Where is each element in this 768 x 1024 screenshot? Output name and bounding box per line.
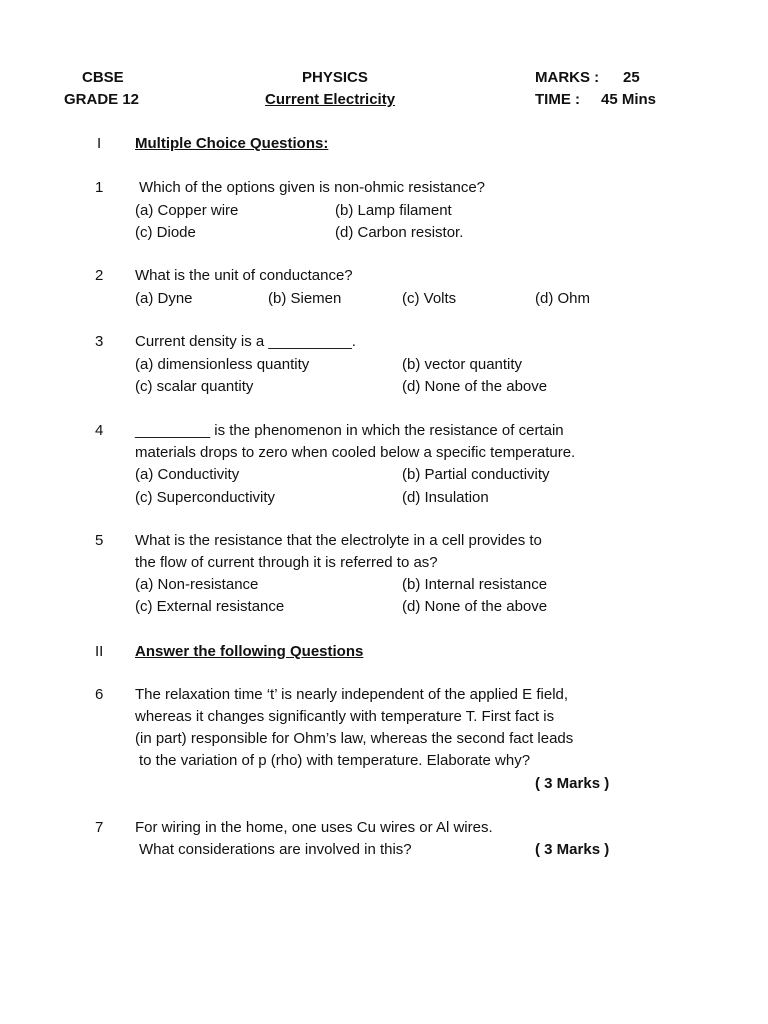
option-b: (b) vector quantity <box>402 356 523 373</box>
option-d: (d) None of the above <box>402 598 548 615</box>
option-d: (d) Carbon resistor. <box>335 224 464 241</box>
question-number: 7 <box>95 819 104 836</box>
question-text-line: whereas it changes significantly with temperature T. First fact is <box>135 708 555 725</box>
question-text-line: _________ is the phenomenon in which the resistance of certain <box>135 422 564 439</box>
question-number: 2 <box>95 267 104 284</box>
section-numeral: I <box>97 135 102 152</box>
question-text-line: (in part) responsible for Ohm’s law, whereas the second fact leads <box>135 730 574 747</box>
subject-label: PHYSICS <box>302 69 368 86</box>
question-text: What is the unit of conductance? <box>135 267 353 284</box>
option-d: (d) Insulation <box>402 489 489 506</box>
marks-label: MARKS : <box>535 69 600 86</box>
option-b: (b) Partial conductivity <box>402 466 550 483</box>
option-a: (a) Non-resistance <box>135 576 259 593</box>
option-c: (c) Diode <box>135 224 196 241</box>
marks-badge: ( 3 Marks ) <box>535 775 610 792</box>
board-label: CBSE <box>82 69 124 86</box>
question-number: 6 <box>95 686 104 703</box>
question-text-line: the flow of current through it is referred to as? <box>135 554 438 571</box>
option-d: (d) None of the above <box>402 378 548 395</box>
option-a: (a) Dyne <box>135 290 193 307</box>
question-text: Which of the options given is non-ohmic resistance? <box>139 179 486 196</box>
question-text-line: What considerations are involved in this? <box>139 841 412 858</box>
section-title: Multiple Choice Questions: <box>135 135 329 152</box>
option-b: (b) Lamp filament <box>335 202 452 219</box>
question-number: 5 <box>95 532 104 549</box>
section-numeral: II <box>95 643 104 660</box>
option-c: (c) Volts <box>402 290 457 307</box>
option-b: (b) Internal resistance <box>402 576 548 593</box>
option-c: (c) Superconductivity <box>135 489 276 506</box>
section-title: Answer the following Questions <box>135 643 364 660</box>
time-value: 45 Mins <box>601 91 657 108</box>
question-text-line: materials drops to zero when cooled below a specific temperature. <box>135 444 576 461</box>
question-text-line: What is the resistance that the electrolyte in a cell provides to <box>135 532 542 549</box>
question-number: 3 <box>95 333 104 350</box>
time-label: TIME : <box>535 91 580 108</box>
question-text: Current density is a __________. <box>135 333 356 350</box>
option-a: (a) dimensionless quantity <box>135 356 310 373</box>
topic-label: Current Electricity <box>265 91 396 108</box>
option-b: (b) Siemen <box>268 290 342 307</box>
grade-label: GRADE 12 <box>64 91 140 108</box>
question-text-line: to the variation of p (rho) with temperature. Elaborate why? <box>139 752 531 769</box>
option-a: (a) Conductivity <box>135 466 240 483</box>
question-text-line: The relaxation time ‘t’ is nearly independent of the applied E field, <box>135 686 569 703</box>
marks-value: 25 <box>623 69 640 86</box>
option-d: (d) Ohm <box>535 290 591 307</box>
option-a: (a) Copper wire <box>135 202 239 219</box>
marks-badge: ( 3 Marks ) <box>535 841 610 858</box>
question-number: 1 <box>95 179 104 196</box>
option-c: (c) External resistance <box>135 598 285 615</box>
question-number: 4 <box>95 422 104 439</box>
option-c: (c) scalar quantity <box>135 378 254 395</box>
question-text-line: For wiring in the home, one uses Cu wires or Al wires. <box>135 819 493 836</box>
